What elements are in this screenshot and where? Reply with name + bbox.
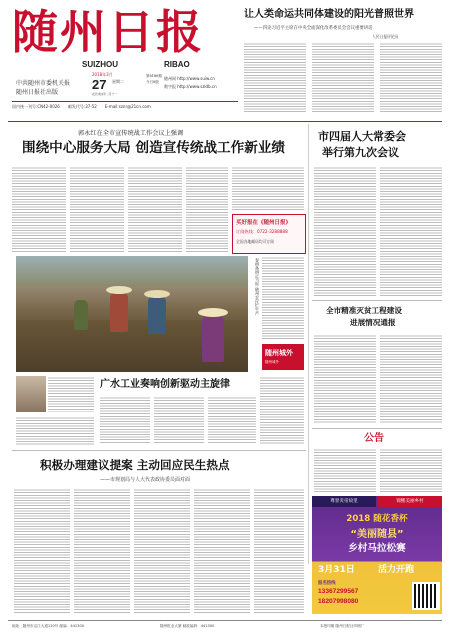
masthead-title: 随州日报 <box>12 5 204 59</box>
marathon-ad-line3: 乡村马拉松赛 <box>348 543 406 554</box>
proposal-body-col4 <box>194 488 250 614</box>
photo-hill <box>16 256 248 286</box>
poverty-title-line1: 全市精准灭贫工程建设 <box>326 306 402 315</box>
date-weekday: 星期二 <box>112 79 124 84</box>
top-headline-body-col2 <box>312 42 374 112</box>
top-headline-title: 让人类命运共同体建设的阳光普照世界 <box>244 9 414 20</box>
right-story-body-col1 <box>314 166 376 296</box>
marathon-ad-top-right: 锦鲤美丽乡村 <box>378 496 442 507</box>
lead-body-col3 <box>128 166 182 252</box>
farmer-hat-2 <box>144 290 170 298</box>
photo-badge-sub: 随州城外 <box>265 360 279 364</box>
left-brief-col <box>16 416 94 446</box>
lead-body-col1 <box>12 166 66 252</box>
date-day: 27 <box>92 77 107 92</box>
marathon-ad-top-left: 尊誉炎帝故里 <box>312 496 376 507</box>
top-divider <box>8 121 442 122</box>
poverty-body-col1 <box>314 334 376 424</box>
middle-body-col3 <box>208 396 256 444</box>
farm-photo <box>16 256 248 372</box>
proposal-body-col2 <box>74 488 130 614</box>
photo-caption-column <box>262 256 304 340</box>
issue-number: 第8186期 <box>146 74 162 78</box>
inset-caption <box>48 376 94 412</box>
middle-body-col4 <box>260 376 304 444</box>
right-story-body-col2 <box>380 166 442 296</box>
page-count: 今日8版 <box>146 80 159 84</box>
notice-body-col2 <box>380 448 442 492</box>
publisher-line1: 中共随州市委机关报 <box>16 80 71 87</box>
proposal-body-col1 <box>14 488 70 614</box>
right-story-title-line2: 举行第九次会议 <box>322 146 399 159</box>
footer-middle: 随州报业大厦 邮政编码：441300 <box>160 624 215 628</box>
top-headline-body-col3 <box>380 42 442 112</box>
mid-divider <box>12 450 306 451</box>
postal-code: 邮发代号:37-52 <box>67 103 97 109</box>
subscription-ad-line2: 订阅热线：0722-3288888 <box>236 229 288 234</box>
photo-side-caption: 春耕备耕正当时 随州农民忙生产 <box>255 258 260 316</box>
farmer-figure-4 <box>74 300 88 330</box>
subscription-ad-line1: 买好报在《随州日报》 <box>236 220 292 226</box>
masthead-pinyin-left: SUIZHOU <box>82 60 118 69</box>
date-lunar: 农历戊戌年二月十一 <box>92 92 118 96</box>
footer-left: 地址：随州市沿江大道120号 邮编：441300 <box>12 624 85 628</box>
farmer-hat-3 <box>198 308 228 317</box>
photo-badge <box>262 344 304 370</box>
poverty-body-col2 <box>380 334 442 424</box>
proposal-body-col5 <box>254 488 304 614</box>
right-divider-2 <box>312 428 442 429</box>
middle-body-col1 <box>100 396 150 444</box>
website-url: 随州网 http://www.suiw.cn <box>164 76 215 81</box>
lead-body-col2 <box>70 166 124 252</box>
cn-code: 国内统一刊号:CN42-0026 <box>12 103 60 109</box>
marathon-ad <box>312 496 442 614</box>
middle-body-col2 <box>154 396 204 444</box>
photo-badge-title: 随州城外 <box>265 349 293 357</box>
top-headline-body-col1 <box>244 42 306 112</box>
right-divider-1 <box>312 300 442 301</box>
poverty-title-line2: 进展情况通报 <box>350 318 396 327</box>
marathon-ad-hotline-label: 报名热线 <box>318 581 336 586</box>
marathon-ad-cta: 活力开跑 <box>378 565 415 575</box>
subscription-ad-line3: 全国各地邮局均可订阅 <box>236 239 274 244</box>
right-column-divider <box>308 124 309 564</box>
footer-right: 本报印刷 随州日报社印刷厂 <box>320 624 365 628</box>
proposal-body-col3 <box>134 488 190 614</box>
top-headline-source: 人民日报评论员 <box>372 34 399 39</box>
notice-title: 公告 <box>364 433 384 444</box>
masthead <box>12 4 238 118</box>
footer-rule <box>8 620 442 621</box>
farmer-figure-3 <box>202 314 224 362</box>
farmer-figure-2 <box>148 296 166 334</box>
farmer-figure-1 <box>110 292 128 332</box>
right-story-title-line1: 市四届人大常委会 <box>318 130 406 143</box>
proposal-subtitle: ——市规划局与人大代表政协委员面对面 <box>100 477 191 483</box>
marathon-ad-line2: “美丽随县” <box>350 529 404 540</box>
date-year-month: 2018年3月 <box>92 72 113 77</box>
publisher-line2: 随州日报社出版 <box>16 89 59 96</box>
lead-body-col4 <box>186 166 228 252</box>
epaper-url: 数字报 http://www.szldb.cn <box>164 84 217 89</box>
subscription-ad <box>232 214 306 254</box>
lead-kicker: 郭永红在全市宣传统战工作会议上强调 <box>78 130 184 137</box>
email: E-mail:sznr@21cn.com <box>104 104 151 109</box>
marathon-ad-hotline: 13367299567 <box>318 588 359 595</box>
marathon-ad-date: 3月31日 <box>318 565 355 575</box>
top-headline-block <box>244 4 444 114</box>
inset-photo <box>16 376 46 412</box>
marathon-ad-line1: 2018 随花香杯 <box>346 514 408 524</box>
notice-body-col1 <box>314 448 376 492</box>
farmer-hat-1 <box>106 286 132 294</box>
qr-code-icon <box>412 582 440 610</box>
marathon-ad-hotline2: 18207998080 <box>318 598 359 605</box>
masthead-info-bar <box>12 101 238 111</box>
lead-title: 围绕中心服务大局 创造宣传统战工作新业绩 <box>22 140 286 156</box>
middle-story-title: 广水工业奏响创新驱动主旋律 <box>100 379 230 390</box>
top-headline-subtitle: ——四论习近平主席在中央全面深化改革委员会会议重要讲话 <box>254 26 373 31</box>
proposal-title: 积极办理建议提案 主动回应民生热点 <box>40 458 230 472</box>
masthead-pinyin-right: RIBAO <box>164 60 190 69</box>
lead-body-col5 <box>232 166 304 210</box>
date-box <box>92 72 142 100</box>
